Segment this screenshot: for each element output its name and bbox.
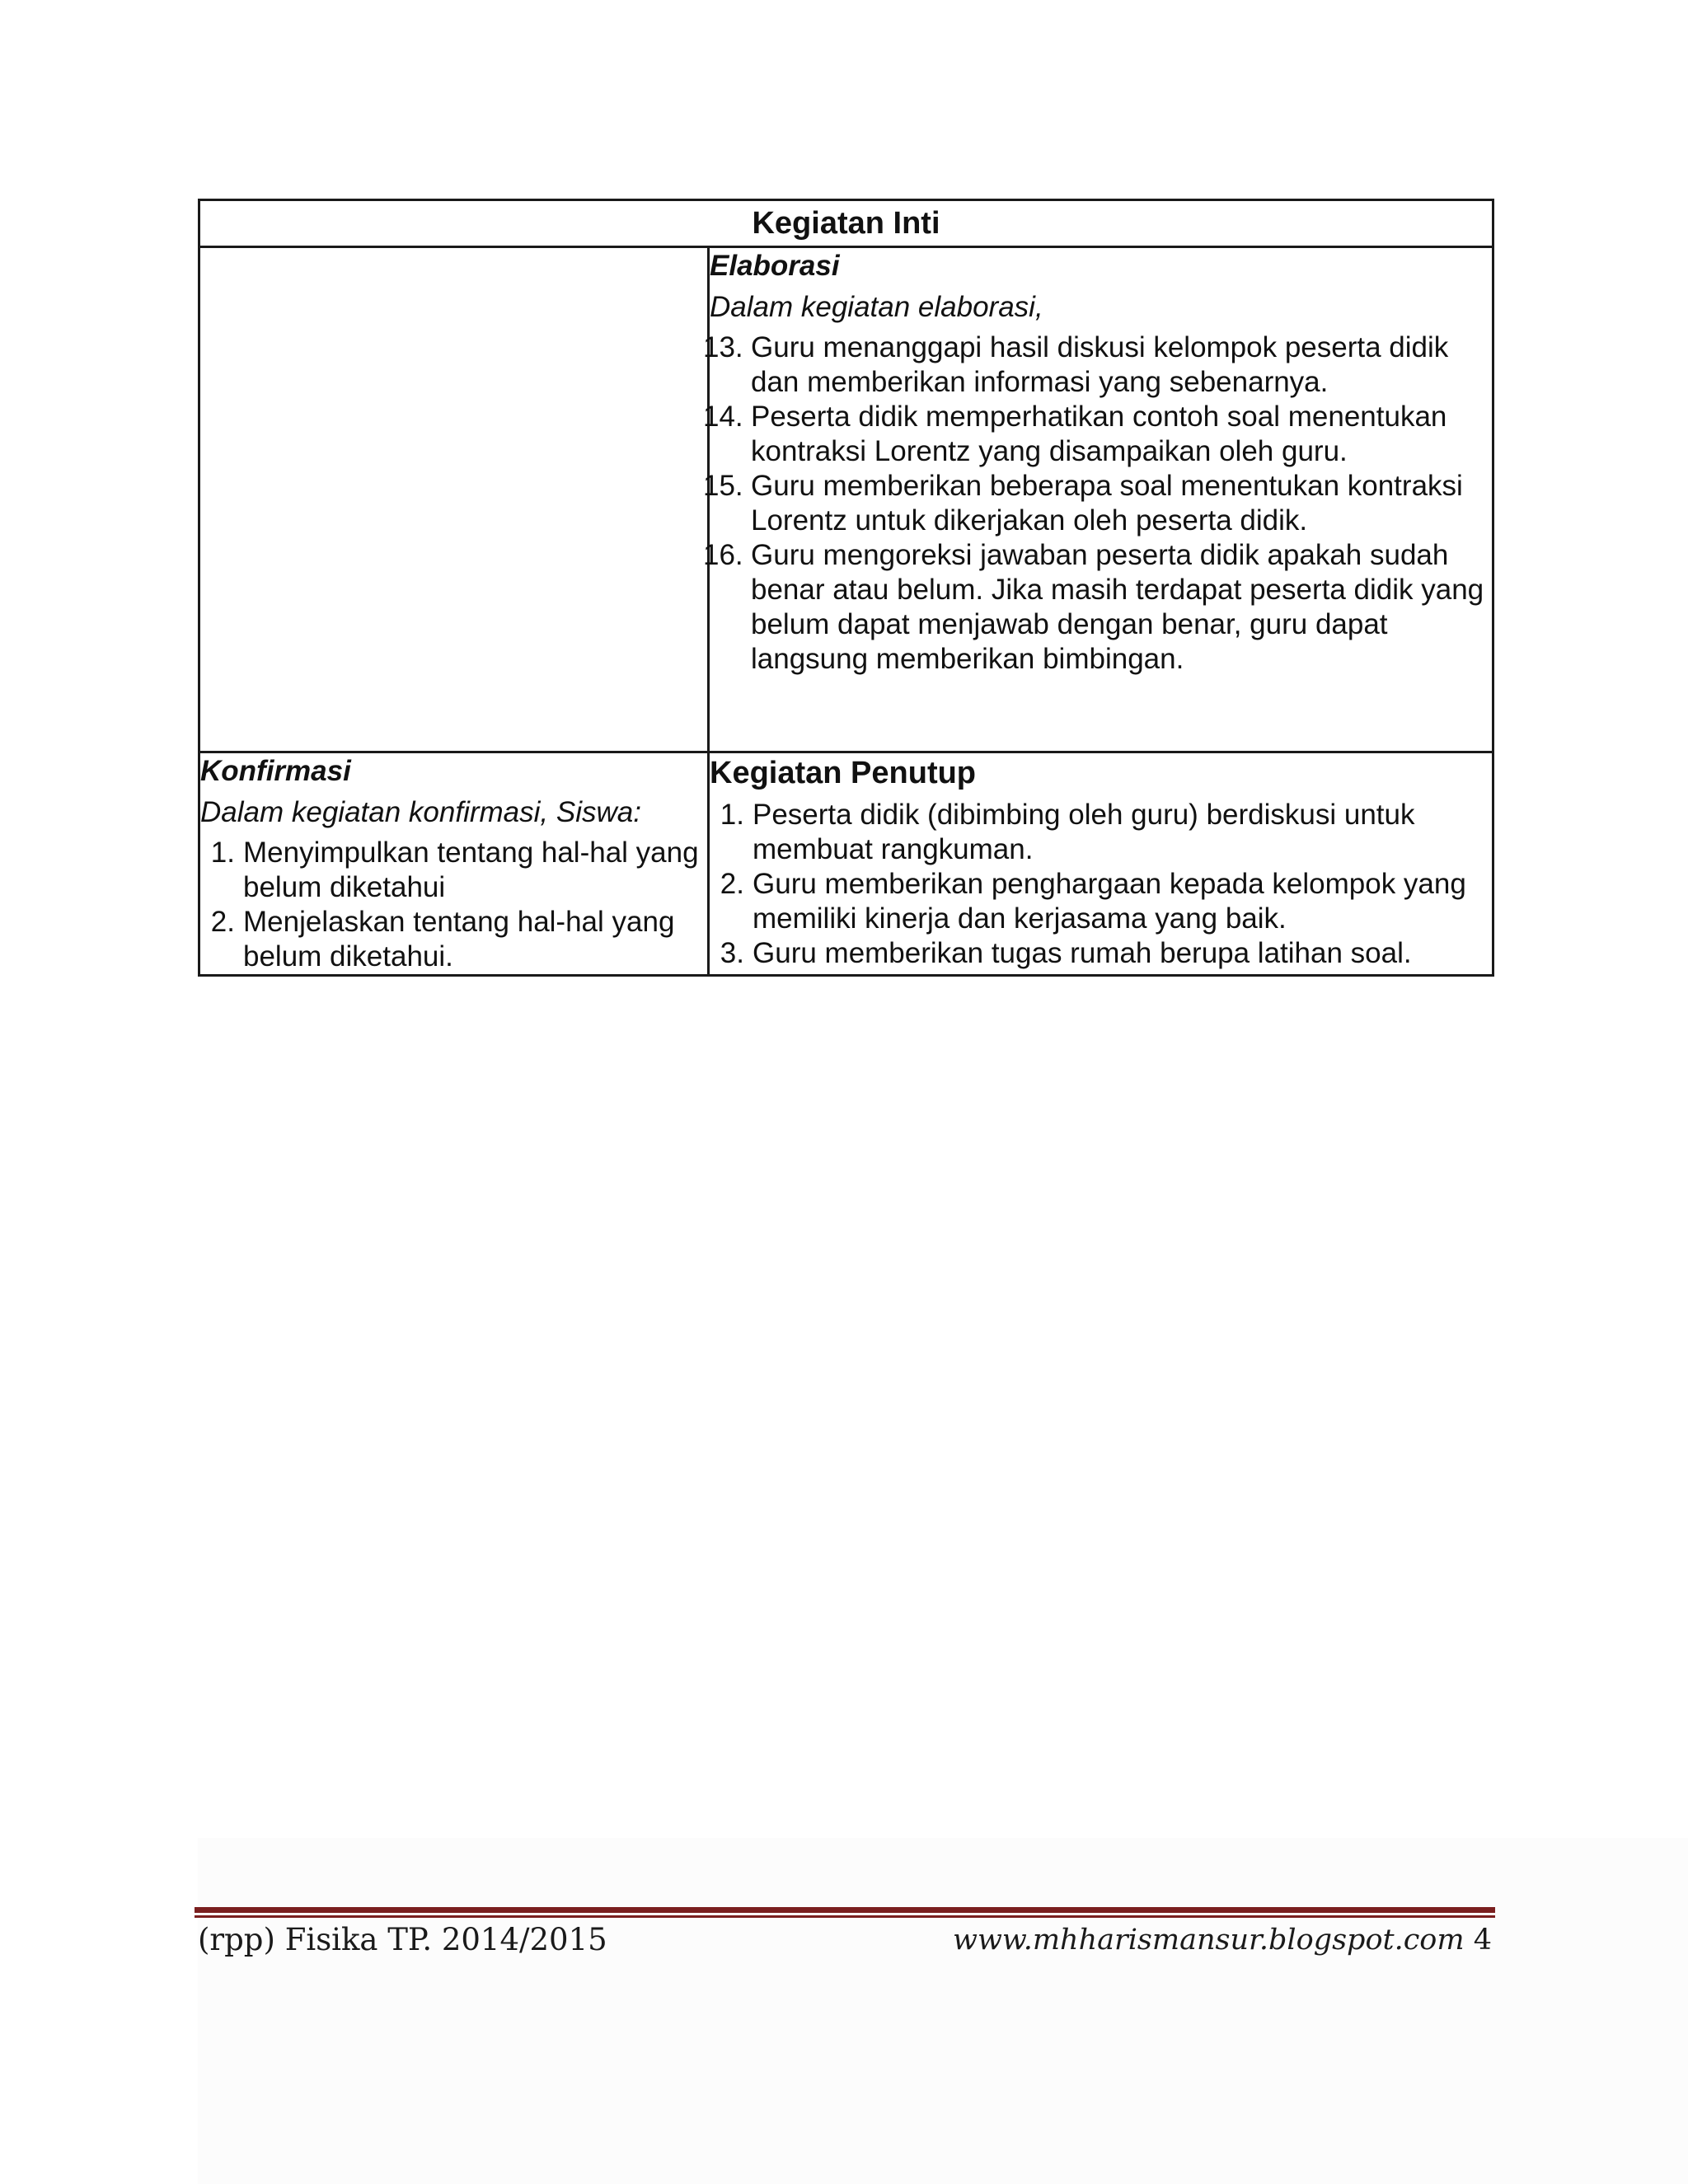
elaborasi-list — [703, 330, 1492, 677]
item-text: Guru memberikan beberapa soal menentukan kontraksi Lorentz untuk dikerjakan oleh peserta didik. — [751, 470, 1463, 537]
footer-rule-thick — [195, 1907, 1495, 1913]
item-text: Menyimpulkan tentang hal-hal yang belum diketahui — [243, 837, 699, 903]
list-item — [710, 936, 1492, 971]
elaborasi-title: Elaborasi — [710, 250, 840, 282]
footer-right — [953, 1917, 1492, 1963]
kegiatan-inti-header: Kegiatan Inti — [199, 200, 1493, 247]
penutup-cell — [709, 752, 1493, 976]
item-number: 14. — [703, 401, 743, 433]
table-header-row — [199, 200, 1493, 247]
item-number: 1. — [210, 837, 235, 869]
list-item — [703, 469, 1492, 538]
item-text: Peserta didik (dibimbing oleh guru) berdiskusi untuk membuat rangkuman. — [753, 799, 1415, 865]
activity-table — [198, 199, 1494, 977]
konfirmasi-list — [200, 836, 707, 974]
list-item — [703, 400, 1492, 469]
list-item — [710, 867, 1492, 936]
konfirmasi-title: Konfirmasi — [200, 755, 351, 787]
list-item — [200, 905, 707, 974]
item-number: 15. — [703, 470, 743, 502]
konfirmasi-intro: Dalam kegiatan konfirmasi, Siswa: — [200, 796, 641, 828]
konfirmasi-cell — [199, 752, 709, 976]
list-item — [703, 538, 1492, 677]
list-item — [200, 836, 707, 905]
item-text: Menjelaskan tentang hal-hal yang belum diketahui. — [243, 906, 675, 972]
item-text: Guru memberikan tugas rumah berupa latihan soal. — [753, 937, 1412, 969]
item-number: 1. — [720, 799, 744, 831]
item-text: Guru memberikan penghargaan kepada kelompok yang memiliki kinerja dan kerjasama yang baik. — [753, 868, 1466, 935]
penutup-title: Kegiatan Penutup — [710, 756, 977, 790]
footer-url: www.mhharismansur.blogspot.com — [953, 1924, 1465, 1957]
list-item — [703, 330, 1492, 400]
item-number: 2. — [720, 868, 744, 900]
item-number: 16. — [703, 539, 743, 571]
item-text: Peserta didik memperhatikan contoh soal menentukan kontraksi Lorentz yang disampaikan oleh guru. — [751, 401, 1447, 467]
item-number: 3. — [720, 937, 744, 969]
elaborasi-cell — [703, 247, 1493, 752]
konfirmasi-penutup-row — [199, 752, 1493, 976]
page-shade — [198, 1838, 1688, 2184]
footer-document-label: (rpp) Fisika TP. 2014/2015 — [198, 1922, 607, 1957]
item-number: 2. — [210, 906, 235, 938]
elaborasi-row — [199, 247, 1493, 752]
page-number: 4 — [1473, 1924, 1492, 1957]
empty-cell — [199, 247, 709, 752]
item-text: Guru menanggapi hasil diskusi kelompok peserta didik dan memberikan informasi yang sebenarnya. — [751, 331, 1449, 398]
penutup-list — [710, 798, 1492, 971]
elaborasi-intro: Dalam kegiatan elaborasi, — [710, 291, 1043, 323]
item-text: Guru mengoreksi jawaban peserta didik apakah sudah benar atau belum. Jika masih terdapat peserta didik yang belum dapat menjawab dengan benar, guru dapat langsung memberikan bimbingan. — [751, 539, 1484, 675]
list-item — [710, 798, 1492, 867]
item-number: 13. — [703, 331, 743, 363]
